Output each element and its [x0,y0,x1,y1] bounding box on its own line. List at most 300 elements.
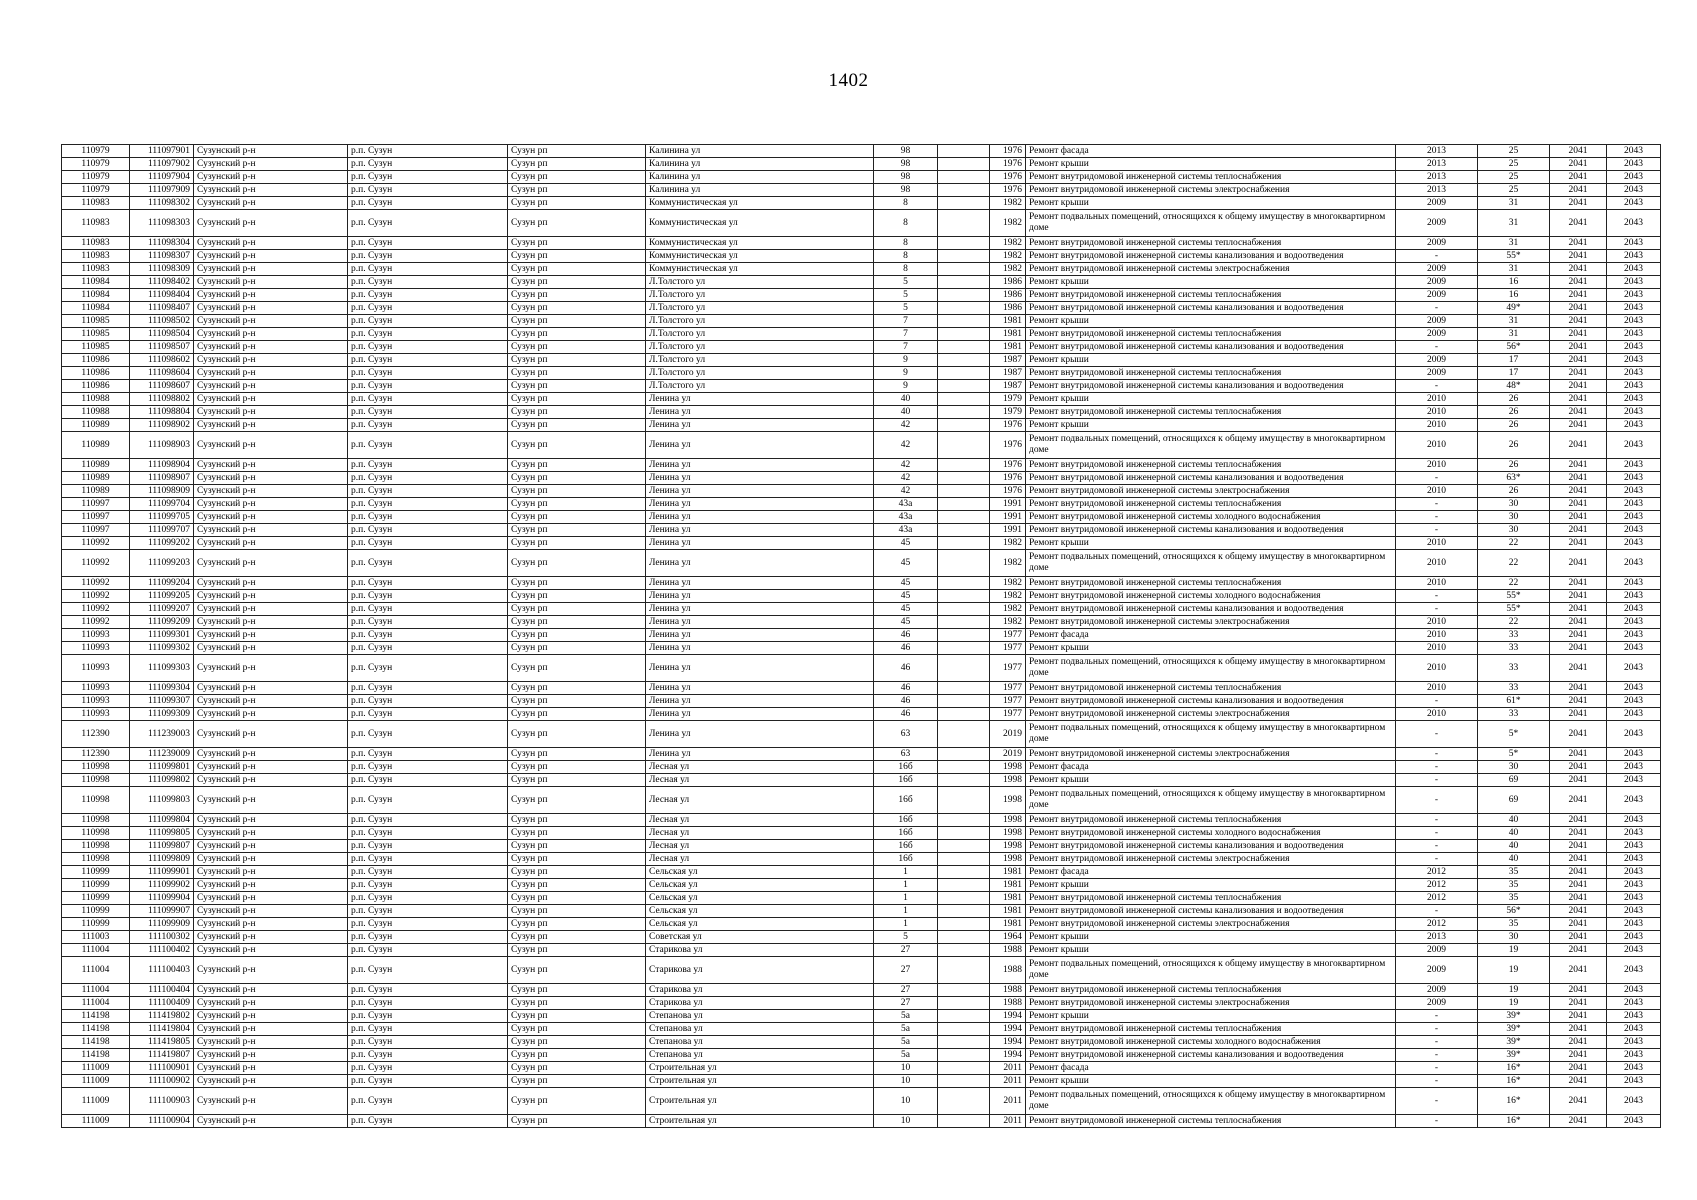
last-repair-year-cell: - [1396,787,1478,814]
work-id-cell: 111099301 [130,629,194,642]
building-cell [938,197,990,210]
district-cell: Сузунский р-н [194,341,348,354]
settlement-cell: р.п. Сузун [348,1036,508,1049]
house-id-cell: 110998 [62,827,130,840]
work-type-cell: Ремонт подвальных помещений, относящихся к общему имуществу в многоквартирном доме [1026,655,1396,682]
plan-start-cell: 2041 [1550,250,1607,263]
table-row [62,210,1661,237]
street-cell: Л.Толстого ул [646,367,874,380]
last-repair-year-cell: - [1396,341,1478,354]
locality-cell: Сузун рп [508,472,646,485]
table-row [62,380,1661,393]
street-cell: Старикова ул [646,944,874,957]
wear-percent-cell: 69 [1478,787,1550,814]
wear-percent-cell: 30 [1478,931,1550,944]
locality-cell: Сузун рп [508,957,646,984]
table-row [62,1062,1661,1075]
street-cell: Коммунистическая ул [646,197,874,210]
year-built-cell: 1976 [990,472,1026,485]
settlement-cell: р.п. Сузун [348,944,508,957]
plan-end-cell: 2043 [1607,1010,1661,1023]
work-id-cell: 111419807 [130,1049,194,1062]
district-cell: Сузунский р-н [194,879,348,892]
year-built-cell: 1982 [990,210,1026,237]
settlement-cell: р.п. Сузун [348,695,508,708]
table-row [62,1115,1661,1128]
street-cell: Ленина ул [646,393,874,406]
locality-cell: Сузун рп [508,184,646,197]
street-cell: Старикова ул [646,997,874,1010]
building-cell [938,827,990,840]
wear-percent-cell: 33 [1478,629,1550,642]
year-built-cell: 1998 [990,814,1026,827]
table-row [62,432,1661,459]
plan-end-cell: 2043 [1607,748,1661,761]
street-cell: Л.Толстого ул [646,354,874,367]
work-id-cell: 111099307 [130,695,194,708]
plan-end-cell: 2043 [1607,263,1661,276]
district-cell: Сузунский р-н [194,550,348,577]
work-id-cell: 111419805 [130,1036,194,1049]
plan-start-cell: 2041 [1550,840,1607,853]
building-cell [938,879,990,892]
plan-end-cell: 2043 [1607,328,1661,341]
building-cell [938,603,990,616]
settlement-cell: р.п. Сузун [348,524,508,537]
house-number-cell: 5а [874,1049,938,1062]
work-type-cell: Ремонт внутридомовой инженерной системы теплоснабжения [1026,459,1396,472]
last-repair-year-cell: - [1396,1010,1478,1023]
district-cell: Сузунский р-н [194,406,348,419]
plan-start-cell: 2041 [1550,315,1607,328]
wear-percent-cell: 16* [1478,1115,1550,1128]
work-type-cell: Ремонт подвальных помещений, относящихся к общему имуществу в многоквартирном доме [1026,721,1396,748]
district-cell: Сузунский р-н [194,237,348,250]
street-cell: Калинина ул [646,184,874,197]
street-cell: Лесная ул [646,787,874,814]
house-number-cell: 5 [874,289,938,302]
work-id-cell: 111099304 [130,682,194,695]
work-id-cell: 111100402 [130,944,194,957]
year-built-cell: 1981 [990,918,1026,931]
house-id-cell: 110999 [62,892,130,905]
house-id-cell: 110992 [62,616,130,629]
last-repair-year-cell: 2010 [1396,432,1478,459]
work-type-cell: Ремонт внутридомовой инженерной системы канализования и водоотведения [1026,695,1396,708]
building-cell [938,263,990,276]
work-id-cell: 111098804 [130,406,194,419]
settlement-cell: р.п. Сузун [348,905,508,918]
last-repair-year-cell: - [1396,524,1478,537]
locality-cell: Сузун рп [508,629,646,642]
house-number-cell: 9 [874,354,938,367]
building-cell [938,237,990,250]
settlement-cell: р.п. Сузун [348,419,508,432]
building-cell [938,590,990,603]
work-type-cell: Ремонт внутридомовой инженерной системы теплоснабжения [1026,328,1396,341]
house-id-cell: 111004 [62,997,130,1010]
house-id-cell: 110998 [62,840,130,853]
house-id-cell: 110999 [62,879,130,892]
table-row [62,472,1661,485]
street-cell: Лесная ул [646,827,874,840]
house-id-cell: 110998 [62,787,130,814]
house-id-cell: 110983 [62,263,130,276]
last-repair-year-cell: - [1396,380,1478,393]
plan-end-cell: 2043 [1607,708,1661,721]
district-cell: Сузунский р-н [194,315,348,328]
work-type-cell: Ремонт крыши [1026,1075,1396,1088]
wear-percent-cell: 31 [1478,328,1550,341]
work-type-cell: Ремонт внутридомовой инженерной системы электроснабжения [1026,853,1396,866]
building-cell [938,1010,990,1023]
plan-end-cell: 2043 [1607,892,1661,905]
work-id-cell: 111100904 [130,1115,194,1128]
building-cell [938,1062,990,1075]
house-id-cell: 110989 [62,485,130,498]
building-cell [938,905,990,918]
work-id-cell: 111099203 [130,550,194,577]
wear-percent-cell: 48* [1478,380,1550,393]
table-row [62,616,1661,629]
building-cell [938,380,990,393]
year-built-cell: 1979 [990,393,1026,406]
house-id-cell: 110992 [62,590,130,603]
table-row [62,892,1661,905]
locality-cell: Сузун рп [508,328,646,341]
locality-cell: Сузун рп [508,721,646,748]
district-cell: Сузунский р-н [194,695,348,708]
settlement-cell: р.п. Сузун [348,263,508,276]
work-type-cell: Ремонт внутридомовой инженерной системы теплоснабжения [1026,498,1396,511]
locality-cell: Сузун рп [508,708,646,721]
plan-start-cell: 2041 [1550,577,1607,590]
table-row [62,695,1661,708]
locality-cell: Сузун рп [508,682,646,695]
plan-start-cell: 2041 [1550,276,1607,289]
work-type-cell: Ремонт внутридомовой инженерной системы теплоснабжения [1026,1023,1396,1036]
house-id-cell: 110998 [62,814,130,827]
work-id-cell: 111099904 [130,892,194,905]
work-type-cell: Ремонт внутридомовой инженерной системы холодного водоснабжения [1026,827,1396,840]
plan-end-cell: 2043 [1607,814,1661,827]
year-built-cell: 2019 [990,721,1026,748]
work-id-cell: 111098502 [130,315,194,328]
house-id-cell: 110985 [62,328,130,341]
work-type-cell: Ремонт внутридомовой инженерной системы теплоснабжения [1026,577,1396,590]
building-cell [938,550,990,577]
district-cell: Сузунский р-н [194,1023,348,1036]
settlement-cell: р.п. Сузун [348,289,508,302]
work-type-cell: Ремонт внутридомовой инженерной системы теплоснабжения [1026,237,1396,250]
wear-percent-cell: 61* [1478,695,1550,708]
plan-end-cell: 2043 [1607,682,1661,695]
settlement-cell: р.п. Сузун [348,537,508,550]
locality-cell: Сузун рп [508,485,646,498]
year-built-cell: 1982 [990,250,1026,263]
work-type-cell: Ремонт крыши [1026,774,1396,787]
last-repair-year-cell: 2009 [1396,997,1478,1010]
settlement-cell: р.п. Сузун [348,393,508,406]
settlement-cell: р.п. Сузун [348,853,508,866]
table-row [62,787,1661,814]
building-cell [938,1036,990,1049]
settlement-cell: р.п. Сузун [348,406,508,419]
table-row [62,866,1661,879]
plan-start-cell: 2041 [1550,655,1607,682]
street-cell: Л.Толстого ул [646,328,874,341]
street-cell: Степанова ул [646,1036,874,1049]
street-cell: Лесная ул [646,814,874,827]
work-type-cell: Ремонт внутридомовой инженерной системы канализования и водоотведения [1026,472,1396,485]
plan-start-cell: 2041 [1550,1115,1607,1128]
house-id-cell: 110992 [62,603,130,616]
page-number: 1402 [828,70,869,91]
last-repair-year-cell: 2009 [1396,276,1478,289]
work-id-cell: 111099902 [130,879,194,892]
locality-cell: Сузун рп [508,341,646,354]
settlement-cell: р.п. Сузун [348,866,508,879]
building-cell [938,931,990,944]
plan-start-cell: 2041 [1550,721,1607,748]
locality-cell: Сузун рп [508,1023,646,1036]
work-id-cell: 111099805 [130,827,194,840]
wear-percent-cell: 31 [1478,197,1550,210]
plan-end-cell: 2043 [1607,840,1661,853]
table-row [62,393,1661,406]
house-number-cell: 40 [874,406,938,419]
work-type-cell: Ремонт внутридомовой инженерной системы электроснабжения [1026,918,1396,931]
street-cell: Л.Толстого ул [646,276,874,289]
year-built-cell: 1986 [990,302,1026,315]
last-repair-year-cell: 2013 [1396,145,1478,158]
house-id-cell: 111009 [62,1062,130,1075]
house-number-cell: 8 [874,197,938,210]
district-cell: Сузунский р-н [194,1010,348,1023]
plan-end-cell: 2043 [1607,1075,1661,1088]
district-cell: Сузунский р-н [194,892,348,905]
last-repair-year-cell: 2013 [1396,171,1478,184]
table-row [62,997,1661,1010]
year-built-cell: 1991 [990,498,1026,511]
work-id-cell: 111099209 [130,616,194,629]
table-row [62,511,1661,524]
wear-percent-cell: 16* [1478,1062,1550,1075]
last-repair-year-cell: 2010 [1396,577,1478,590]
last-repair-year-cell: - [1396,853,1478,866]
house-number-cell: 27 [874,997,938,1010]
district-cell: Сузунский р-н [194,997,348,1010]
house-number-cell: 16б [874,814,938,827]
last-repair-year-cell: 2012 [1396,866,1478,879]
year-built-cell: 1994 [990,1049,1026,1062]
district-cell: Сузунский р-н [194,145,348,158]
table-row [62,944,1661,957]
work-id-cell: 111099707 [130,524,194,537]
street-cell: Строительная ул [646,1075,874,1088]
locality-cell: Сузун рп [508,210,646,237]
district-cell: Сузунский р-н [194,774,348,787]
year-built-cell: 1991 [990,511,1026,524]
street-cell: Степанова ул [646,1049,874,1062]
locality-cell: Сузун рп [508,367,646,380]
plan-start-cell: 2041 [1550,550,1607,577]
settlement-cell: р.п. Сузун [348,1023,508,1036]
wear-percent-cell: 31 [1478,263,1550,276]
plan-start-cell: 2041 [1550,1049,1607,1062]
table-row [62,931,1661,944]
last-repair-year-cell: 2010 [1396,682,1478,695]
wear-percent-cell: 25 [1478,145,1550,158]
work-type-cell: Ремонт внутридомовой инженерной системы канализования и водоотведения [1026,840,1396,853]
house-id-cell: 111004 [62,957,130,984]
plan-end-cell: 2043 [1607,721,1661,748]
house-number-cell: 5 [874,302,938,315]
locality-cell: Сузун рп [508,158,646,171]
work-type-cell: Ремонт крыши [1026,197,1396,210]
table-row [62,577,1661,590]
work-id-cell: 111099309 [130,708,194,721]
settlement-cell: р.п. Сузун [348,642,508,655]
table-row [62,853,1661,866]
work-type-cell: Ремонт внутридомовой инженерной системы канализования и водоотведения [1026,905,1396,918]
locality-cell: Сузун рп [508,748,646,761]
year-built-cell: 1976 [990,485,1026,498]
district-cell: Сузунский р-н [194,537,348,550]
house-number-cell: 46 [874,642,938,655]
locality-cell: Сузун рп [508,918,646,931]
building-cell [938,145,990,158]
settlement-cell: р.п. Сузун [348,341,508,354]
street-cell: Старикова ул [646,957,874,984]
work-id-cell: 111099801 [130,761,194,774]
building-cell [938,814,990,827]
street-cell: Сельская ул [646,905,874,918]
work-type-cell: Ремонт внутридомовой инженерной системы теплоснабжения [1026,892,1396,905]
building-cell [938,289,990,302]
locality-cell: Сузун рп [508,419,646,432]
building-cell [938,984,990,997]
house-id-cell: 110983 [62,250,130,263]
district-cell: Сузунский р-н [194,1036,348,1049]
settlement-cell: р.п. Сузун [348,276,508,289]
wear-percent-cell: 33 [1478,655,1550,682]
work-type-cell: Ремонт внутридомовой инженерной системы канализования и водоотведения [1026,603,1396,616]
plan-start-cell: 2041 [1550,432,1607,459]
plan-end-cell: 2043 [1607,918,1661,931]
wear-percent-cell: 22 [1478,537,1550,550]
plan-start-cell: 2041 [1550,158,1607,171]
plan-end-cell: 2043 [1607,957,1661,984]
table-row [62,485,1661,498]
year-built-cell: 1976 [990,184,1026,197]
wear-percent-cell: 16* [1478,1075,1550,1088]
plan-end-cell: 2043 [1607,866,1661,879]
table-row [62,289,1661,302]
house-id-cell: 110984 [62,289,130,302]
street-cell: Ленина ул [646,537,874,550]
house-number-cell: 46 [874,655,938,682]
plan-start-cell: 2041 [1550,472,1607,485]
building-cell [938,406,990,419]
district-cell: Сузунский р-н [194,354,348,367]
building-cell [938,1049,990,1062]
settlement-cell: р.п. Сузун [348,472,508,485]
work-id-cell: 111099202 [130,537,194,550]
locality-cell: Сузун рп [508,315,646,328]
table-row [62,197,1661,210]
house-number-cell: 27 [874,984,938,997]
wear-percent-cell: 17 [1478,367,1550,380]
building-cell [938,250,990,263]
table-row [62,708,1661,721]
table-row [62,263,1661,276]
building-cell [938,171,990,184]
plan-start-cell: 2041 [1550,171,1607,184]
settlement-cell: р.п. Сузун [348,577,508,590]
house-number-cell: 40 [874,393,938,406]
plan-end-cell: 2043 [1607,853,1661,866]
last-repair-year-cell: 2010 [1396,616,1478,629]
building-cell [938,1075,990,1088]
settlement-cell: р.п. Сузун [348,1049,508,1062]
house-number-cell: 45 [874,537,938,550]
district-cell: Сузунский р-н [194,210,348,237]
work-id-cell: 111100302 [130,931,194,944]
year-built-cell: 2019 [990,748,1026,761]
house-id-cell: 110983 [62,210,130,237]
plan-end-cell: 2043 [1607,590,1661,603]
plan-start-cell: 2041 [1550,1036,1607,1049]
settlement-cell: р.п. Сузун [348,197,508,210]
building-cell [938,498,990,511]
wear-percent-cell: 22 [1478,616,1550,629]
plan-start-cell: 2041 [1550,237,1607,250]
plan-start-cell: 2041 [1550,603,1607,616]
table-row [62,957,1661,984]
work-id-cell: 111098302 [130,197,194,210]
wear-percent-cell: 33 [1478,682,1550,695]
house-number-cell: 5а [874,1023,938,1036]
district-cell: Сузунский р-н [194,918,348,931]
table-row [62,814,1661,827]
locality-cell: Сузун рп [508,1115,646,1128]
locality-cell: Сузун рп [508,642,646,655]
street-cell: Степанова ул [646,1010,874,1023]
work-type-cell: Ремонт внутридомовой инженерной системы электроснабжения [1026,997,1396,1010]
street-cell: Коммунистическая ул [646,210,874,237]
locality-cell: Сузун рп [508,459,646,472]
locality-cell: Сузун рп [508,787,646,814]
wear-percent-cell: 35 [1478,892,1550,905]
district-cell: Сузунский р-н [194,302,348,315]
year-built-cell: 1986 [990,276,1026,289]
plan-start-cell: 2041 [1550,761,1607,774]
table-row [62,459,1661,472]
locality-cell: Сузун рп [508,774,646,787]
building-cell [938,419,990,432]
year-built-cell: 1977 [990,642,1026,655]
plan-end-cell: 2043 [1607,629,1661,642]
street-cell: Ленина ул [646,721,874,748]
locality-cell: Сузун рп [508,289,646,302]
table-row [62,1036,1661,1049]
last-repair-year-cell: - [1396,748,1478,761]
plan-start-cell: 2041 [1550,380,1607,393]
house-id-cell: 110993 [62,708,130,721]
work-id-cell: 111098407 [130,302,194,315]
district-cell: Сузунский р-н [194,603,348,616]
